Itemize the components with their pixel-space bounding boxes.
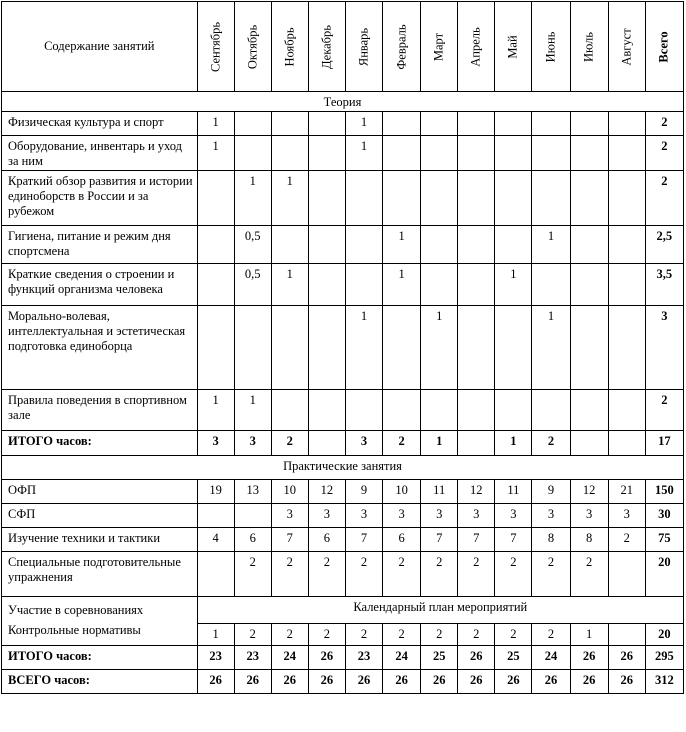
month-value-cell: 12 — [308, 480, 345, 504]
month-value-cell — [532, 390, 570, 431]
month-value-cell — [495, 390, 532, 431]
month-value-cell — [308, 171, 345, 226]
total-value-cell: 150 — [645, 480, 683, 504]
total-value-cell: 2 — [645, 136, 683, 171]
competitions-row — [2, 597, 684, 624]
month-value-cell: 3 — [345, 431, 382, 456]
theory-row — [2, 306, 684, 390]
month-value-cell — [608, 264, 645, 306]
header-row — [2, 2, 684, 92]
month-value-cell: 2 — [271, 552, 308, 597]
month-value-cell: 26 — [570, 646, 608, 670]
month-value-cell: 1 — [234, 171, 271, 226]
month-value-cell: 2 — [383, 552, 421, 597]
total-value-cell: 2,5 — [645, 226, 683, 264]
month-value-cell — [570, 390, 608, 431]
month-value-cell: 11 — [495, 480, 532, 504]
theory-row — [2, 264, 684, 306]
month-value-cell: 26 — [234, 670, 271, 694]
month-value-cell: 19 — [197, 480, 234, 504]
month-value-cell: 2 — [345, 552, 382, 597]
row-label: ОФП — [2, 480, 198, 504]
month-value-cell: 26 — [495, 670, 532, 694]
month-value-cell — [495, 136, 532, 171]
month-value-cell: 2 — [383, 624, 421, 646]
month-value-cell: 1 — [570, 624, 608, 646]
month-value-cell: 26 — [608, 646, 645, 670]
month-value-cell: 24 — [532, 646, 570, 670]
month-value-cell: 26 — [308, 646, 345, 670]
month-value-cell: 2 — [234, 624, 271, 646]
month-value-cell — [608, 624, 645, 646]
row-label: Изучение техники и тактики — [2, 528, 198, 552]
month-value-cell: 25 — [421, 646, 458, 670]
month-value-cell — [532, 112, 570, 136]
month-value-cell — [608, 552, 645, 597]
month-value-cell: 8 — [532, 528, 570, 552]
month-value-cell: 3 — [458, 504, 495, 528]
row-label: ИТОГО часов: — [2, 431, 198, 456]
month-value-cell: 2 — [458, 624, 495, 646]
month-value-cell — [608, 171, 645, 226]
month-value-cell — [271, 112, 308, 136]
month-value-cell: 3 — [197, 431, 234, 456]
month-value-cell: 23 — [197, 646, 234, 670]
month-value-cell — [458, 112, 495, 136]
row-label: Краткий обзор развития и истории единоборств в России и за рубежом — [2, 171, 198, 226]
month-value-cell — [271, 390, 308, 431]
theory-row — [2, 112, 684, 136]
month-value-cell — [383, 171, 421, 226]
total-value-cell: 312 — [645, 670, 683, 694]
month-value-cell: 7 — [495, 528, 532, 552]
month-value-cell: 7 — [271, 528, 308, 552]
month-value-cell — [570, 136, 608, 171]
month-value-cell — [197, 504, 234, 528]
month-value-cell — [271, 136, 308, 171]
month-value-cell — [421, 171, 458, 226]
month-value-cell — [271, 226, 308, 264]
theory-row — [2, 171, 684, 226]
month-value-cell: 3 — [345, 504, 382, 528]
month-value-cell: 3 — [532, 504, 570, 528]
month-value-cell: 3 — [570, 504, 608, 528]
row-label: Правила поведения в спортивном зале — [2, 390, 198, 431]
month-value-cell: 10 — [383, 480, 421, 504]
month-value-cell — [608, 136, 645, 171]
month-header: Февраль — [383, 2, 421, 92]
month-value-cell: 1 — [532, 306, 570, 390]
month-value-cell: 26 — [271, 670, 308, 694]
practice-row — [2, 528, 684, 552]
month-value-cell — [570, 431, 608, 456]
month-value-cell — [308, 306, 345, 390]
month-value-cell: 26 — [308, 670, 345, 694]
month-value-cell — [608, 226, 645, 264]
calendar-plan-label: Календарный план мероприятий — [197, 597, 683, 624]
month-value-cell — [383, 112, 421, 136]
month-value-cell — [383, 306, 421, 390]
month-value-cell: 1 — [197, 112, 234, 136]
month-value-cell: 13 — [234, 480, 271, 504]
month-value-cell — [532, 264, 570, 306]
month-value-cell: 1 — [197, 390, 234, 431]
total-value-cell: 20 — [645, 552, 683, 597]
month-header: Декабрь — [308, 2, 345, 92]
month-value-cell: 2 — [271, 624, 308, 646]
month-value-cell: 1 — [234, 390, 271, 431]
month-value-cell — [345, 171, 382, 226]
total-value-cell: 3,5 — [645, 264, 683, 306]
month-value-cell — [234, 504, 271, 528]
month-value-cell — [495, 306, 532, 390]
vsego-row — [2, 670, 684, 694]
month-value-cell: 9 — [532, 480, 570, 504]
month-value-cell — [532, 171, 570, 226]
month-value-cell: 8 — [570, 528, 608, 552]
total-value-cell: 2 — [645, 171, 683, 226]
month-value-cell: 7 — [458, 528, 495, 552]
month-value-cell: 26 — [608, 670, 645, 694]
month-header: Сентябрь — [197, 2, 234, 92]
month-value-cell — [458, 306, 495, 390]
month-value-cell: 2 — [308, 552, 345, 597]
month-value-cell — [608, 431, 645, 456]
month-value-cell — [421, 264, 458, 306]
total-value-cell: 2 — [645, 390, 683, 431]
month-value-cell: 26 — [532, 670, 570, 694]
month-value-cell: 1 — [345, 136, 382, 171]
month-value-cell — [308, 136, 345, 171]
month-value-cell: 9 — [345, 480, 382, 504]
month-value-cell — [308, 264, 345, 306]
month-value-cell: 26 — [383, 670, 421, 694]
month-value-cell: 1 — [495, 264, 532, 306]
row-label: Специальные подготовительные упражнения — [2, 552, 198, 597]
month-value-cell: 23 — [234, 646, 271, 670]
month-value-cell: 26 — [197, 670, 234, 694]
month-value-cell: 2 — [345, 624, 382, 646]
section-theory — [2, 92, 684, 112]
month-value-cell: 2 — [532, 624, 570, 646]
month-header: Май — [495, 2, 532, 92]
month-value-cell — [458, 226, 495, 264]
month-header: Апрель — [458, 2, 495, 92]
section-practice — [2, 456, 684, 480]
month-value-cell: 0,5 — [234, 264, 271, 306]
month-value-cell: 2 — [532, 431, 570, 456]
month-value-cell: 3 — [234, 431, 271, 456]
month-header: Июнь — [532, 2, 570, 92]
theory-itogo-row — [2, 431, 684, 456]
month-value-cell: 2 — [608, 528, 645, 552]
month-header: Январь — [345, 2, 382, 92]
month-header: Август — [608, 2, 645, 92]
row-label: СФП — [2, 504, 198, 528]
month-value-cell — [234, 136, 271, 171]
total-value-cell: 17 — [645, 431, 683, 456]
month-value-cell — [570, 264, 608, 306]
month-value-cell — [308, 431, 345, 456]
month-value-cell — [421, 390, 458, 431]
month-value-cell — [495, 112, 532, 136]
month-value-cell — [383, 390, 421, 431]
month-value-cell — [570, 226, 608, 264]
total-header: Всего — [645, 2, 683, 92]
total-value-cell: 75 — [645, 528, 683, 552]
month-value-cell: 2 — [532, 552, 570, 597]
row-label: Физическая культура и спорт — [2, 112, 198, 136]
month-value-cell: 7 — [345, 528, 382, 552]
month-value-cell — [608, 306, 645, 390]
theory-row — [2, 136, 684, 171]
month-value-cell — [570, 171, 608, 226]
month-value-cell — [458, 390, 495, 431]
month-value-cell: 2 — [421, 624, 458, 646]
theory-row — [2, 390, 684, 431]
month-value-cell: 24 — [271, 646, 308, 670]
month-value-cell: 12 — [458, 480, 495, 504]
month-value-cell — [234, 306, 271, 390]
month-value-cell — [608, 390, 645, 431]
month-value-cell — [495, 226, 532, 264]
month-value-cell: 1 — [345, 112, 382, 136]
month-value-cell — [197, 171, 234, 226]
month-value-cell: 2 — [495, 624, 532, 646]
month-value-cell: 6 — [234, 528, 271, 552]
total-value-cell: 3 — [645, 306, 683, 390]
month-value-cell: 2 — [383, 431, 421, 456]
month-header: Март — [421, 2, 458, 92]
month-value-cell: 26 — [458, 670, 495, 694]
month-header: Ноябрь — [271, 2, 308, 92]
month-value-cell — [421, 112, 458, 136]
month-value-cell: 11 — [421, 480, 458, 504]
month-value-cell: 1 — [197, 624, 234, 646]
practice-row — [2, 552, 684, 597]
section-practice-title: Практические занятия — [2, 456, 684, 480]
month-value-cell: 2 — [570, 552, 608, 597]
total-value-cell: 30 — [645, 504, 683, 528]
month-value-cell — [345, 390, 382, 431]
month-value-cell: 7 — [421, 528, 458, 552]
total-value-cell: 2 — [645, 112, 683, 136]
month-value-cell: 1 — [495, 431, 532, 456]
month-value-cell: 1 — [383, 226, 421, 264]
month-value-cell: 25 — [495, 646, 532, 670]
month-value-cell: 1 — [532, 226, 570, 264]
row-label: ВСЕГО часов: — [2, 670, 198, 694]
month-value-cell: 3 — [308, 504, 345, 528]
competitions-label-line1: Участие в соревнованиях — [8, 603, 144, 617]
month-value-cell: 2 — [271, 431, 308, 456]
row-label: Оборудование, инвентарь и уход за ним — [2, 136, 198, 171]
total-value-cell: 295 — [645, 646, 683, 670]
theory-row — [2, 226, 684, 264]
month-value-cell: 12 — [570, 480, 608, 504]
month-value-cell: 26 — [421, 670, 458, 694]
month-value-cell — [458, 431, 495, 456]
month-value-cell: 26 — [570, 670, 608, 694]
month-value-cell — [421, 226, 458, 264]
month-value-cell: 1 — [345, 306, 382, 390]
month-value-cell: 1 — [421, 431, 458, 456]
month-value-cell: 1 — [383, 264, 421, 306]
month-value-cell — [345, 226, 382, 264]
month-value-cell — [197, 264, 234, 306]
competitions-label-line2: Контрольные нормативы — [8, 623, 141, 637]
month-value-cell — [308, 112, 345, 136]
month-value-cell — [345, 264, 382, 306]
month-value-cell: 26 — [345, 670, 382, 694]
row-label: Краткие сведения о строении и функций организма человека — [2, 264, 198, 306]
month-value-cell — [197, 552, 234, 597]
month-value-cell: 21 — [608, 480, 645, 504]
month-value-cell — [608, 112, 645, 136]
month-header: Октябрь — [234, 2, 271, 92]
row-label: Морально-волевая, интеллектуальная и эстетическая подготовка единоборца — [2, 306, 198, 390]
practice-row — [2, 504, 684, 528]
month-value-cell — [197, 226, 234, 264]
month-value-cell — [458, 136, 495, 171]
month-value-cell: 1 — [271, 264, 308, 306]
month-value-cell: 4 — [197, 528, 234, 552]
content-header: Содержание занятий — [2, 2, 198, 92]
practice-row — [2, 480, 684, 504]
month-value-cell: 1 — [197, 136, 234, 171]
row-label: Гигиена, питание и режим дня спортсмена — [2, 226, 198, 264]
month-header: Июль — [570, 2, 608, 92]
month-value-cell: 3 — [608, 504, 645, 528]
month-value-cell: 23 — [345, 646, 382, 670]
month-value-cell: 2 — [308, 624, 345, 646]
month-value-cell: 3 — [421, 504, 458, 528]
practice-itogo-row — [2, 646, 684, 670]
month-value-cell: 0,5 — [234, 226, 271, 264]
month-value-cell: 10 — [271, 480, 308, 504]
month-value-cell — [197, 306, 234, 390]
row-label: ИТОГО часов: — [2, 646, 198, 670]
month-value-cell — [308, 226, 345, 264]
month-value-cell: 6 — [383, 528, 421, 552]
month-value-cell: 24 — [383, 646, 421, 670]
month-value-cell: 3 — [271, 504, 308, 528]
month-value-cell: 1 — [271, 171, 308, 226]
month-value-cell — [495, 171, 532, 226]
month-value-cell: 2 — [495, 552, 532, 597]
month-value-cell: 3 — [383, 504, 421, 528]
training-plan-table — [1, 1, 684, 694]
month-value-cell — [308, 390, 345, 431]
month-value-cell — [570, 306, 608, 390]
month-value-cell — [570, 112, 608, 136]
month-value-cell: 1 — [421, 306, 458, 390]
month-value-cell — [234, 112, 271, 136]
month-value-cell — [532, 136, 570, 171]
month-value-cell: 2 — [458, 552, 495, 597]
month-value-cell: 3 — [495, 504, 532, 528]
month-value-cell: 26 — [458, 646, 495, 670]
month-value-cell: 2 — [234, 552, 271, 597]
competitions-label — [2, 597, 198, 646]
section-theory-title: Теория — [2, 92, 684, 112]
month-value-cell — [383, 136, 421, 171]
month-value-cell — [458, 264, 495, 306]
total-value-cell: 20 — [645, 624, 683, 646]
month-value-cell: 6 — [308, 528, 345, 552]
month-value-cell: 2 — [421, 552, 458, 597]
month-value-cell — [421, 136, 458, 171]
month-value-cell — [271, 306, 308, 390]
month-value-cell — [458, 171, 495, 226]
